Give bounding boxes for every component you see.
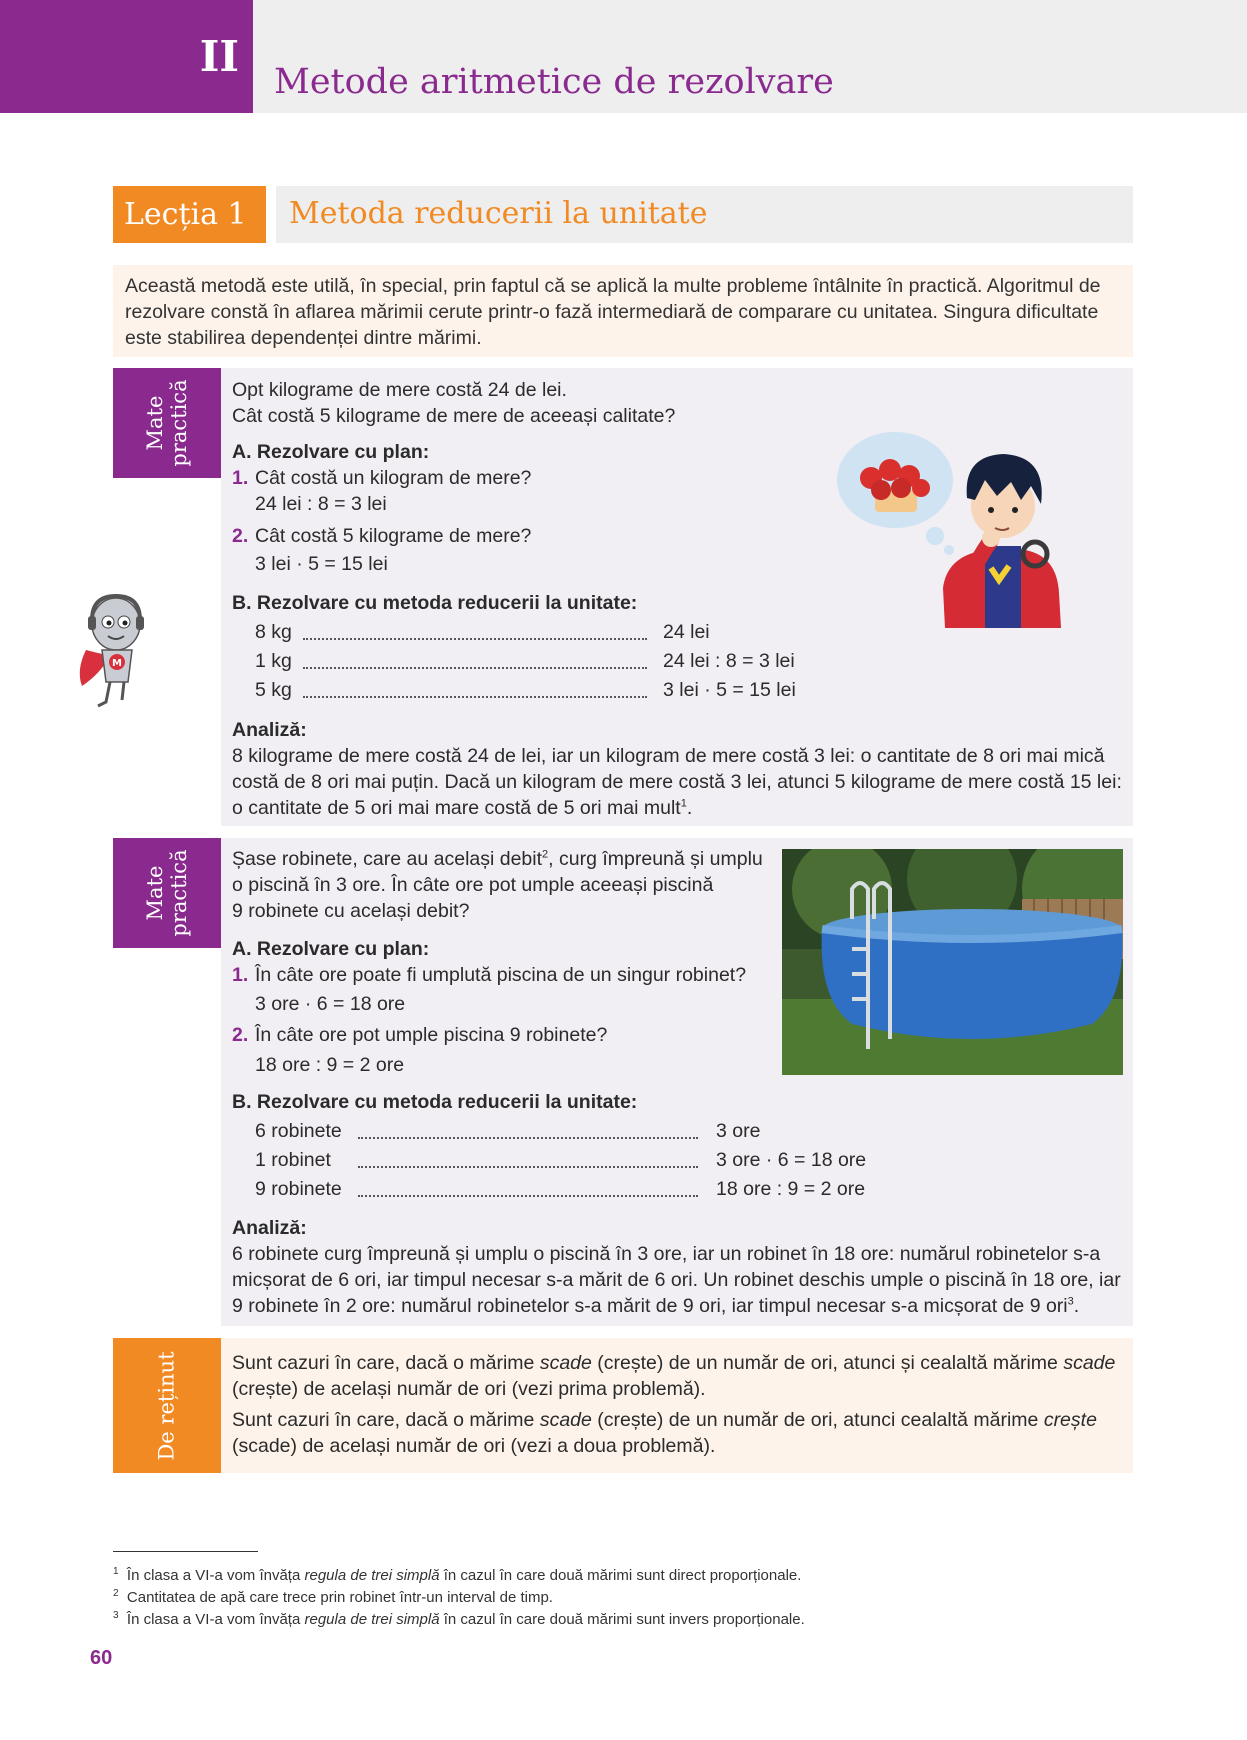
- problem1-tab: [113, 368, 221, 478]
- footnote-rule: [113, 1551, 258, 1552]
- p2-statement-1: Șase robinete, care au același debit$^2$, curg împreună și umplu: [232, 848, 763, 870]
- p2-statement-3: 9 robinete cu același debit?: [232, 900, 470, 922]
- retinut-tab-label: De reținut: [155, 1350, 179, 1461]
- p1-plan-a-heading: A. Rezolvare cu plan:: [232, 441, 430, 463]
- lesson-title: Metoda reducerii la unitate: [289, 196, 708, 231]
- p2-analysis-heading: Analiză:: [232, 1217, 307, 1239]
- p1-a2: 3 lei · 5 = 15 lei: [255, 553, 388, 575]
- p2-q2: În câte ore pot umple piscina 9 robinete?: [255, 1024, 608, 1046]
- p2-q1: În câte ore poate fi umplută piscina de un singur robinet?: [255, 964, 747, 986]
- p1-row-right: 24 lei: [663, 621, 710, 643]
- p1-q1: Cât costă un kilogram de mere?: [255, 467, 532, 489]
- p2-q1-number: 1.: [232, 964, 249, 986]
- p2-plan-a-heading: A. Rezolvare cu plan:: [232, 938, 430, 960]
- p2-row-right: 3 ore: [716, 1120, 761, 1142]
- lesson-tag: Lecția 1: [113, 186, 266, 243]
- p2-row-left: 1 robinet: [255, 1149, 331, 1171]
- p2-row-right: 3 ore · 6 = 18 ore: [716, 1149, 867, 1171]
- p2-row-right: 18 ore : 9 = 2 ore: [716, 1178, 866, 1200]
- p2-statement-2: o piscină în 3 ore. În câte ore pot umple aceeași piscină: [232, 874, 714, 896]
- footnote-ref: 2: [542, 848, 549, 861]
- robot-mascot-icon: [76, 590, 154, 708]
- p1-row-left: 8 kg: [255, 621, 292, 643]
- retinut-p2: Sunt cazuri în care, dacă o mărime scade (crește) de un număr de ori, atunci cealaltă mărime crește (scade) de același număr de ori (vezi a doua problemă).: [232, 1409, 1097, 1457]
- p1-row-right: 3 lei · 5 = 15 lei: [663, 679, 796, 701]
- p2-row-leader: [358, 1137, 698, 1139]
- page-number: 60: [90, 1647, 113, 1669]
- p1-row-right: 24 lei : 8 = 3 lei: [663, 650, 795, 672]
- p2-a2: 18 ore : 9 = 2 ore: [255, 1054, 405, 1076]
- footnote-ref: 1: [680, 797, 687, 810]
- p1-q2-number: 2.: [232, 525, 249, 547]
- p1-a1: 24 lei : 8 = 3 lei: [255, 493, 387, 515]
- p2-a1: 3 ore · 6 = 18 ore: [255, 993, 406, 1015]
- thinking-boy-illustration: [835, 428, 1065, 638]
- retinut-tab: [113, 1338, 221, 1473]
- p1-row-left: 1 kg: [255, 650, 292, 672]
- p2-row-leader: [358, 1195, 698, 1197]
- chapter-title: Metode aritmetice de rezolvare: [274, 62, 834, 102]
- p2-row-left: 9 robinete: [255, 1178, 342, 1200]
- p2-row-left: 6 robinete: [255, 1120, 342, 1142]
- pool-photo: [782, 849, 1123, 1075]
- footnote-2: $^2$ Cantitatea de apă care trece prin robinet într-un interval de timp.: [113, 1588, 553, 1606]
- svg-text:M: M: [112, 658, 122, 669]
- footnote-ref: 3: [1067, 1295, 1074, 1308]
- footnote-1: $^1$ În clasa a VI-a vom învăța regula de trei simplă în cazul în care două mărimi sunt direct proporționale.: [113, 1566, 802, 1584]
- chapter-number: II: [0, 0, 253, 113]
- retinut-p1: Sunt cazuri în care, dacă o mărime scade (crește) de un număr de ori, atunci și cealaltă mărime scade (crește) de același număr de ori (vezi prima problemă).: [232, 1352, 1116, 1400]
- p1-statement-1: Opt kilograme de mere costă 24 de lei.: [232, 379, 567, 401]
- p1-analysis: 8 kilograme de mere costă 24 de lei, iar un kilogram de mere costă 3 lei: o cantitate de 8 ori mai mică costă de 8 ori mai puțin. Dacă un kilogram de mere costă 3 lei, atunci 5 kilograme de mere costă 15 lei: o cantitate de 5 ori mai mare costă de 5 ori mai mult$^1$.: [232, 745, 1122, 819]
- p1-statement-2: Cât costă 5 kilograme de mere de aceeași calitate?: [232, 405, 676, 427]
- p1-q1-number: 1.: [232, 467, 249, 489]
- p2-row-leader: [358, 1166, 698, 1168]
- p1-q2: Cât costă 5 kilograme de mere?: [255, 525, 532, 547]
- p1-row-leader: [303, 696, 647, 698]
- problem1-tab-label: Mate practică: [143, 379, 191, 467]
- p1-plan-b-heading: B. Rezolvare cu metoda reducerii la unitate:: [232, 592, 638, 614]
- problem2-tab: [113, 838, 221, 948]
- problem2-tab-label: Mate practică: [143, 849, 191, 937]
- p2-q2-number: 2.: [232, 1024, 249, 1046]
- p2-analysis: 6 robinete curg împreună și umplu o piscină în 3 ore, iar un robinet în 18 ore: numărul robinetelor s-a micșorat de 6 ori, iar timpul necesar s-a mărit de 6 ori. Un robinet deschis umple o piscină în 18 ore, iar 9 robinete în 2 ore: numărul robinetelor s-a mărit de 9 ori, iar timpul necesar s-a micșorat de 9 ori$^3$.: [232, 1243, 1121, 1317]
- p1-row-left: 5 kg: [255, 679, 292, 701]
- intro-paragraph: Această metodă este utilă, în special, prin faptul că se aplică la multe probleme întâlnite în practică. Algoritmul de rezolvare constă în aflarea mărimii cerute printr-o fază intermediară de comparare cu unitatea. Singura dificultate este stabilirea dependenței dintre mărimi.: [113, 265, 1133, 357]
- p2-plan-b-heading: B. Rezolvare cu metoda reducerii la unitate:: [232, 1091, 638, 1113]
- p1-row-leader: [303, 638, 647, 640]
- footnote-3: $^3$ În clasa a VI-a vom învăța regula de trei simplă în cazul în care două mărimi sunt invers proporționale.: [113, 1610, 805, 1628]
- p1-row-leader: [303, 667, 647, 669]
- p1-analysis-heading: Analiză:: [232, 719, 307, 741]
